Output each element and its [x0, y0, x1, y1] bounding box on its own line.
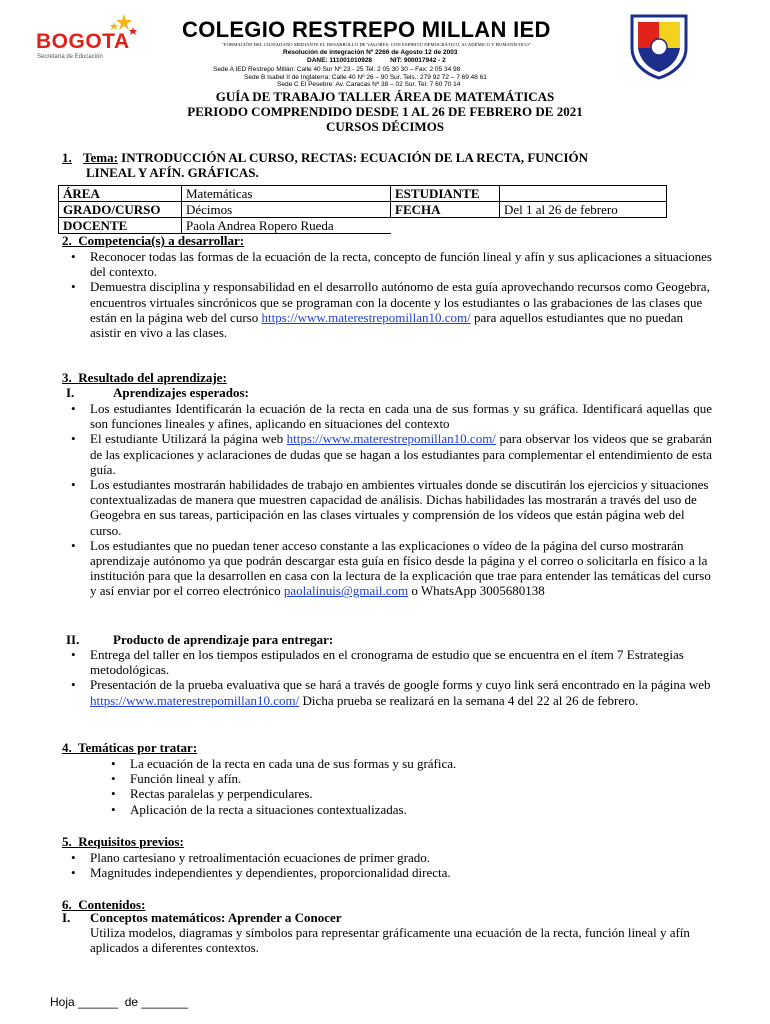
logo-text: BOGOTA: [36, 30, 130, 53]
section-3-heading: 3. Resultado del aprendizaje:: [62, 370, 227, 385]
list-item: • Aplicación de la recta a situaciones contextualizadas.: [102, 802, 702, 817]
logo-subtitle: Secretaría de Educación: [37, 54, 103, 60]
list-item: • Presentación de la prueba evaluativa que se hará a través de google forms y cuyo link será encontrado en la página web https://www.materestrepomillan10.com/ Dicha prueba se realizará en la semana 4 del 22 al 26 de febrero.: [62, 677, 712, 707]
email-link[interactable]: paolalinuis@gmail.com: [283, 583, 409, 599]
area-value: Matemáticas: [182, 186, 391, 202]
section-4-heading: 4. Temáticas por tratar:: [62, 740, 198, 755]
student-value[interactable]: [500, 186, 667, 202]
course-website-link[interactable]: https://www.materestrepomillan10.com/: [261, 309, 471, 325]
course-website-link[interactable]: https://www.materestrepomillan10.com/: [286, 431, 496, 447]
section-1-label: Tema:: [83, 150, 118, 165]
list-item: • Plano cartesiano y retroalimentación ecuaciones de primer grado.: [62, 850, 712, 865]
section-1-title-cont: LINEAL Y AFÍN. GRÁFICAS.: [86, 165, 259, 180]
title-line-1: GUÍA DE TRABAJO TALLER ÁREA DE MATEMÁTICAS: [215, 89, 555, 104]
section-2-heading: 2. Competencia(s) a desarrollar:: [62, 233, 245, 248]
resolution-line: Resolución de integración Nº 2266 de Agosto 12 de 2003: [283, 49, 458, 56]
section-1: [62, 150, 712, 180]
school-motto: "FORMACIÓN DEL CIUDADANO MEDIANTE EL DESARROLLO DE VALORES, CON ESPÍRITU DEMOCRÁTICO, ACADÉMICO Y HUMANÍSTICO": [222, 42, 531, 47]
section-1-title: INTRODUCCIÓN AL CURSO, RECTAS: ECUACIÓN DE LA RECTA, FUNCIÓN: [117, 150, 589, 165]
list-item: • Rectas paralelas y perpendiculares.: [102, 786, 702, 801]
sub-6-title: Conceptos matemáticos: Aprender a Conocer: [90, 910, 342, 925]
topics-list: [102, 756, 702, 817]
sede-a-line: Sede A IED Restrepo Millán: Calle 40 Sur Nº 23 - 25 Tel: 2 05 30 30 – Fax: 2 05 34 98: [213, 66, 461, 73]
sede-c-line: Sede C El Pesebre: Av. Caracas Nº 38 – 02 Sur. Tel: 7 60 70 14: [277, 81, 461, 88]
list-item: • Demuestra disciplina y responsabilidad en el desarrollo autónomo de esta guía aprovechando recursos como Geogebra, encuentros virtuales sincrónicos que se programan con la docente y los estudiantes o las grabaciones de las clases que están en la página web del curso https://www.materestrepomillan10.com/ para aquellos estudiantes que no puedan asistir en vivo a las clases.: [62, 279, 712, 340]
title-line-2: PERIODO COMPRENDIDO DESDE 1 AL 26 DE FEBRERO DE 2021: [187, 104, 583, 119]
sub-1-number: I.: [66, 385, 75, 400]
info-table: [58, 185, 667, 234]
section-3-list: [62, 401, 712, 599]
student-label: ESTUDIANTE: [391, 186, 500, 202]
sub-1-title: Aprendizajes esperados:: [113, 385, 249, 400]
list-item: • Reconocer todas las formas de la ecuación de la recta, concepto de función lineal y afín y sus aplicaciones a situaciones del contexto.: [62, 249, 712, 279]
date-label: FECHA: [391, 202, 500, 218]
date-value: Del 1 al 26 de febrero: [500, 202, 667, 218]
grade-value: Décimos: [182, 202, 391, 218]
course-website-link[interactable]: https://www.materestrepomillan10.com/: [90, 692, 300, 708]
list-item: • El estudiante Utilizará la página web https://www.materestrepomillan10.com/ para observar los videos que se grabarán de las explicaciones y aclaraciones de dudas que se hagan a los estudiantes para complementar el entendimiento de esta guía.: [62, 431, 712, 477]
contents-text: Utiliza modelos, diagramas y símbolos para representar gráficamente una ecuación de la recta, función lineal y afín aplicados a diferentes contextos.: [90, 925, 690, 956]
page-footer: Hoja ______ de _______: [50, 995, 189, 1009]
teacher-label: DOCENTE: [59, 218, 182, 234]
sub-6-number: I.: [62, 910, 71, 925]
title-line-3: CURSOS DÉCIMOS: [325, 119, 445, 134]
sub-2-number: II.: [66, 632, 80, 647]
list-item: • Magnitudes independientes y dependientes, proporcionalidad directa.: [62, 865, 712, 880]
dane-line: DANE: 111001010928 NIT: 900017942 - 2: [307, 57, 446, 64]
title-block: [0, 89, 770, 134]
section-6-heading: 6. Contenidos:: [62, 897, 146, 912]
sub-2-title: Producto de aprendizaje para entregar:: [113, 632, 334, 647]
product-list: [62, 647, 712, 708]
teacher-value: Paola Andrea Ropero Rueda: [182, 218, 391, 234]
school-name: COLEGIO RESTREPO MILLAN IED: [182, 17, 551, 42]
section-2-list: [62, 249, 712, 340]
school-shield-icon: [628, 12, 690, 80]
bogota-logo: [36, 12, 141, 64]
list-item: • Los estudiantes Identificarán la ecuación de la recta en cada una de sus formas y su gráfica. Identificará aquellas que son funciones lineales y afines, aplicando en situaciones del contexto: [62, 401, 712, 431]
area-label: ÁREA: [59, 186, 182, 202]
prerequisites-list: [62, 850, 712, 880]
list-item: • Los estudiantes mostrarán habilidades de trabajo en ambientes virtuales donde se discutirán los ejercicios y situaciones contextualizadas de manera que muestren capacidad de análisis. Dichas habilidades las mostrarán a través del uso de Geogebra en sus tareas, participación en las clases virtuales y comprensión de los vídeos que están página web del curso.: [62, 477, 712, 538]
section-1-number: 1.: [62, 150, 72, 165]
list-item: • Entrega del taller en los tiempos estipulados en el cronograma de estudio que se encuentra en el ítem 7 Estrategias metodológicas.: [62, 647, 712, 677]
list-item: • Los estudiantes que no puedan tener acceso constante a las explicaciones o vídeo de la página del curso mostrarán aprendizaje autónomo ya que podrán descargar esta guía en físico desde la página y el correo o solicitarla en físico a la institución para que la desarrollen en casa con la lectura de la explicación que trae para entender las temáticas del curso y así enviar por el correo electrónico paolalinuis@gmail.com o WhatsApp 3005680138: [62, 538, 712, 599]
list-item: • Función lineal y afín.: [102, 771, 702, 786]
list-item: • La ecuación de la recta en cada una de sus formas y su gráfica.: [102, 756, 702, 771]
sede-b-line: Sede B Isabel II de Inglaterra: Calle 40 Nº 26 – 90 Sur. Tels.: 279 92 72 – 7 69 48 61: [244, 74, 487, 81]
grade-label: GRADO/CURSO: [59, 202, 182, 218]
section-5-heading: 5. Requisitos previos:: [62, 834, 184, 849]
